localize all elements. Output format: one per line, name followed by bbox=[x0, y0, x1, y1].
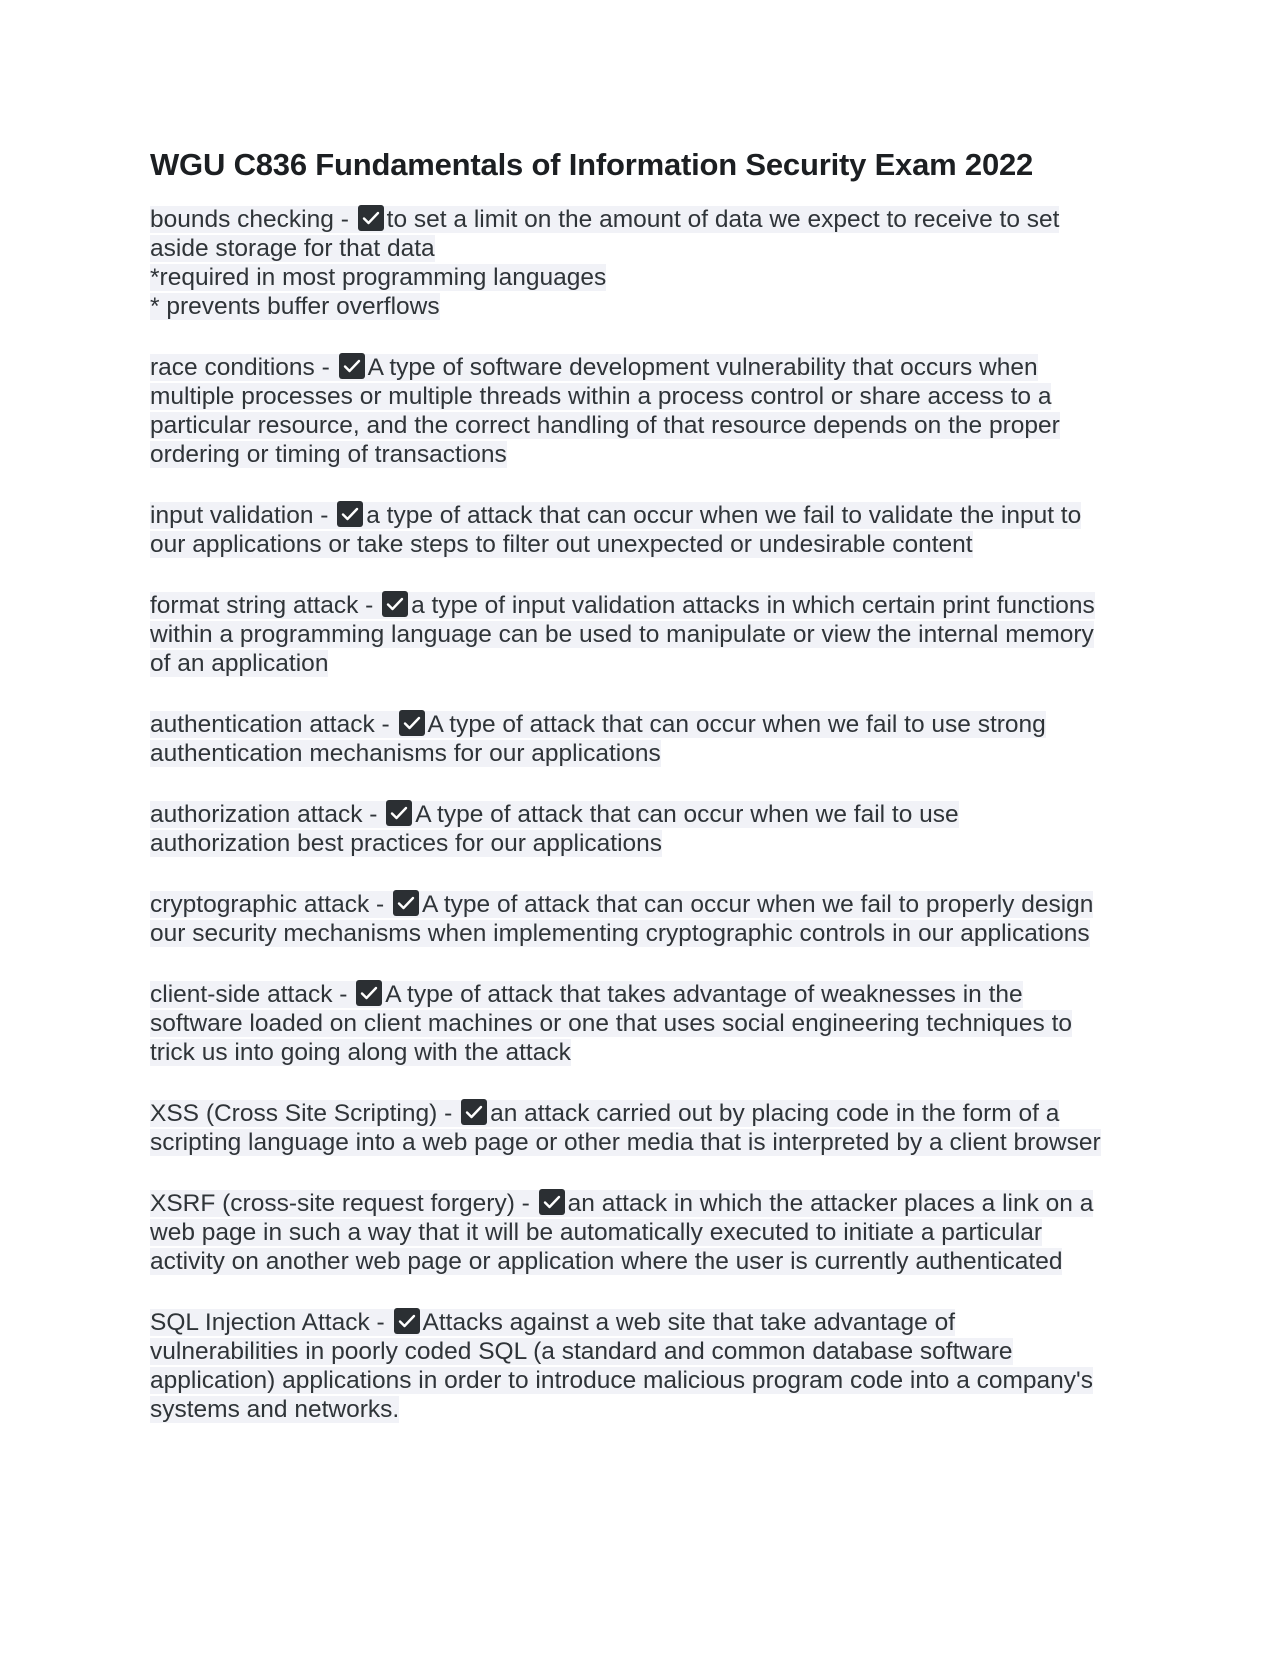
highlight-span bbox=[150, 1338, 1013, 1365]
entry-line bbox=[150, 234, 1150, 263]
flashcard-entry bbox=[150, 353, 1150, 469]
entry-definition-continued: scripting language into a web page or other media that is interpreted by a client browser bbox=[150, 1129, 1101, 1156]
entry-line bbox=[150, 1009, 1150, 1038]
entry-definition: a type of input validation attacks in which certain print functions bbox=[411, 592, 1095, 619]
entry-line bbox=[150, 353, 1150, 382]
entry-term: race conditions - bbox=[150, 354, 330, 381]
entry-term: authentication attack - bbox=[150, 711, 390, 738]
entry-definition-continued: software loaded on client machines or one that uses social engineering techniques to bbox=[150, 1010, 1073, 1037]
entry-line bbox=[150, 1099, 1150, 1128]
entry-definition-continued: *required in most programming languages bbox=[150, 264, 607, 291]
entry-definition: to set a limit on the amount of data we expect to receive to set bbox=[386, 206, 1060, 233]
highlight-span bbox=[150, 1219, 1042, 1246]
highlight-span bbox=[150, 1309, 955, 1336]
flashcard-entry bbox=[150, 205, 1150, 321]
highlight-span bbox=[150, 206, 1059, 233]
checkbox-checked-icon bbox=[386, 800, 412, 826]
flashcard-entry bbox=[150, 890, 1150, 948]
highlight-span bbox=[150, 650, 328, 677]
entry-line bbox=[150, 591, 1150, 620]
flashcard-entry bbox=[150, 501, 1150, 559]
entry-line bbox=[150, 263, 1150, 292]
highlight-span bbox=[150, 711, 1046, 738]
entry-line bbox=[150, 411, 1150, 440]
flashcard-entry bbox=[150, 1099, 1150, 1157]
document-page bbox=[150, 145, 1150, 1456]
highlight-span bbox=[150, 441, 507, 468]
highlight-span bbox=[150, 383, 1051, 410]
checkbox-checked-icon bbox=[399, 710, 425, 736]
checkbox-checked-icon bbox=[337, 501, 363, 527]
entry-line bbox=[150, 1218, 1150, 1247]
flashcard-entry bbox=[150, 980, 1150, 1067]
entry-line bbox=[150, 1189, 1150, 1218]
entry-definition-continued: web page in such a way that it will be automatically executed to initiate a particular bbox=[150, 1219, 1043, 1246]
highlight-span bbox=[150, 1129, 1101, 1156]
entry-line bbox=[150, 1337, 1150, 1366]
entry-definition: A type of attack that can occur when we fail to use strong bbox=[427, 711, 1046, 738]
entry-line bbox=[150, 501, 1150, 530]
highlight-span bbox=[150, 531, 973, 558]
entry-definition-continued: authentication mechanisms for our applications bbox=[150, 740, 661, 767]
highlight-span bbox=[150, 412, 1060, 439]
checkbox-checked-icon bbox=[393, 890, 419, 916]
entry-definition: an attack carried out by placing code in the form of a bbox=[490, 1100, 1060, 1127]
highlight-span bbox=[150, 502, 1081, 529]
flashcard-entry bbox=[150, 591, 1150, 678]
entry-definition-continued: particular resource, and the correct handling of that resource depends on the proper bbox=[150, 412, 1060, 439]
checkbox-checked-icon bbox=[339, 353, 365, 379]
entry-line bbox=[150, 919, 1150, 948]
entry-term: SQL Injection Attack - bbox=[150, 1309, 385, 1336]
entry-definition: a type of attack that can occur when we fail to validate the input to bbox=[366, 502, 1082, 529]
entry-line bbox=[150, 1247, 1150, 1276]
entry-definition-continued: multiple processes or multiple threads within a process control or share access to a bbox=[150, 383, 1052, 410]
entry-term: input validation - bbox=[150, 502, 329, 529]
entry-line bbox=[150, 440, 1150, 469]
highlight-span bbox=[150, 920, 1090, 947]
entry-definition-continued: of an application bbox=[150, 650, 329, 677]
entry-line bbox=[150, 829, 1150, 858]
entry-line bbox=[150, 980, 1150, 1009]
entry-definition-continued: * prevents buffer overflows bbox=[150, 293, 440, 320]
entry-definition-continued: application) applications in order to introduce malicious program code into a company's bbox=[150, 1367, 1093, 1394]
highlight-span bbox=[150, 293, 440, 320]
entry-definition: A type of software development vulnerability that occurs when bbox=[367, 354, 1038, 381]
highlight-span bbox=[150, 264, 606, 291]
highlight-span bbox=[150, 592, 1095, 619]
entry-definition-continued: aside storage for that data bbox=[150, 235, 435, 262]
entry-definition: A type of attack that takes advantage of weaknesses in the bbox=[385, 981, 1023, 1008]
entry-line bbox=[150, 1366, 1150, 1395]
highlight-span bbox=[150, 740, 661, 767]
entry-definition-continued: our applications or take steps to filter out unexpected or undesirable content bbox=[150, 531, 973, 558]
checkbox-checked-icon bbox=[358, 205, 384, 231]
entry-term: bounds checking - bbox=[150, 206, 349, 233]
entry-definition: Attacks against a web site that take advantage of bbox=[422, 1309, 956, 1336]
highlight-span bbox=[150, 235, 435, 262]
highlight-span bbox=[150, 354, 1038, 381]
entry-definition-continued: vulnerabilities in poorly coded SQL (a standard and common database software bbox=[150, 1338, 1013, 1365]
flashcard-entry bbox=[150, 1189, 1150, 1276]
checkbox-checked-icon bbox=[461, 1099, 487, 1125]
entry-line bbox=[150, 1395, 1150, 1424]
entry-line bbox=[150, 1308, 1150, 1337]
entry-line bbox=[150, 530, 1150, 559]
highlight-span bbox=[150, 1039, 571, 1066]
entry-definition-continued: authorization best practices for our applications bbox=[150, 830, 663, 857]
entry-line bbox=[150, 1128, 1150, 1157]
entry-line bbox=[150, 620, 1150, 649]
highlight-span bbox=[150, 801, 959, 828]
checkbox-checked-icon bbox=[382, 591, 408, 617]
entry-line bbox=[150, 710, 1150, 739]
entry-definition: A type of attack that can occur when we fail to use bbox=[415, 801, 959, 828]
entry-definition-continued: trick us into going along with the attack bbox=[150, 1039, 571, 1066]
entry-term: XSRF (cross-site request forgery) - bbox=[150, 1190, 530, 1217]
entry-term: XSS (Cross Site Scripting) - bbox=[150, 1100, 453, 1127]
entry-term: client-side attack - bbox=[150, 981, 348, 1008]
entry-definition-continued: our security mechanisms when implementing cryptographic controls in our applications bbox=[150, 920, 1090, 947]
highlight-span bbox=[150, 621, 1094, 648]
flashcard-list bbox=[150, 205, 1150, 1424]
entry-line bbox=[150, 382, 1150, 411]
highlight-span bbox=[150, 891, 1093, 918]
highlight-span bbox=[150, 1396, 399, 1423]
highlight-span bbox=[150, 981, 1023, 1008]
entry-definition: A type of attack that can occur when we fail to properly design bbox=[422, 891, 1094, 918]
highlight-span bbox=[150, 1248, 1062, 1275]
entry-term: format string attack - bbox=[150, 592, 374, 619]
entry-term: authorization attack - bbox=[150, 801, 378, 828]
entry-definition-continued: ordering or timing of transactions bbox=[150, 441, 507, 468]
flashcard-entry bbox=[150, 800, 1150, 858]
entry-definition-continued: systems and networks. bbox=[150, 1396, 400, 1423]
checkbox-checked-icon bbox=[356, 980, 382, 1006]
document-title: WGU C836 Fundamentals of Information Security Exam 2022 bbox=[150, 147, 1034, 182]
highlight-span bbox=[150, 1190, 1093, 1217]
entry-definition-continued: within a programming language can be used to manipulate or view the internal memory bbox=[150, 621, 1094, 648]
checkbox-checked-icon bbox=[394, 1308, 420, 1334]
entry-line bbox=[150, 1038, 1150, 1067]
entry-line bbox=[150, 649, 1150, 678]
highlight-span bbox=[150, 830, 662, 857]
entry-line bbox=[150, 205, 1150, 234]
entry-definition: an attack in which the attacker places a link on a bbox=[567, 1190, 1094, 1217]
entry-line bbox=[150, 739, 1150, 768]
highlight-span bbox=[150, 1367, 1093, 1394]
flashcard-entry bbox=[150, 1308, 1150, 1424]
highlight-span bbox=[150, 1010, 1072, 1037]
entry-line bbox=[150, 890, 1150, 919]
entry-definition-continued: activity on another web page or application where the user is currently authenticated bbox=[150, 1248, 1063, 1275]
entry-line bbox=[150, 292, 1150, 321]
highlight-span bbox=[150, 1100, 1059, 1127]
flashcard-entry bbox=[150, 710, 1150, 768]
entry-line bbox=[150, 800, 1150, 829]
entry-term: cryptographic attack - bbox=[150, 891, 385, 918]
checkbox-checked-icon bbox=[539, 1189, 565, 1215]
